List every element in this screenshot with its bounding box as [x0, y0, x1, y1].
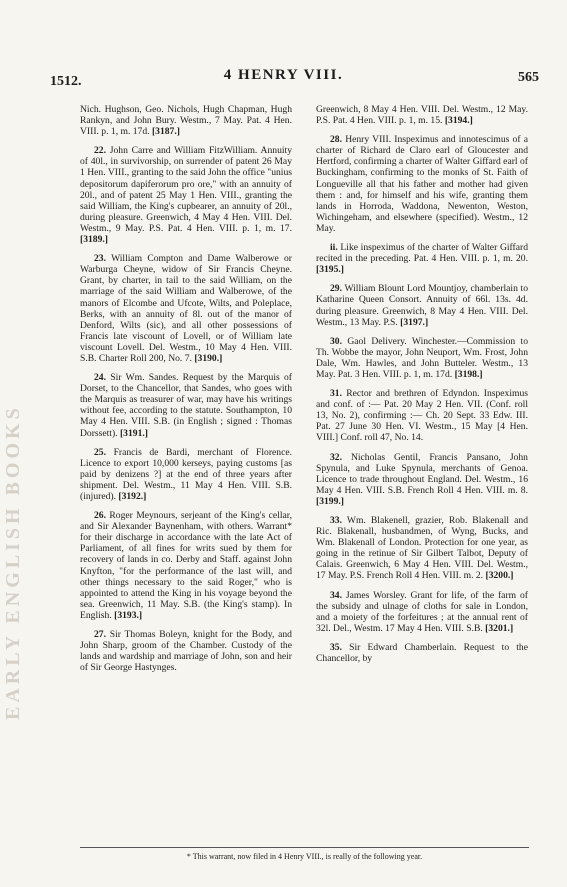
- entry-reference: [3193.]: [114, 609, 143, 621]
- calendar-entry: [80, 104, 292, 137]
- entry-number: 24.: [94, 372, 106, 384]
- right-column: [316, 104, 528, 672]
- entry-number: 29.: [330, 283, 342, 295]
- entry-reference: [3199.]: [316, 495, 344, 507]
- calendar-entry: [316, 452, 528, 507]
- entry-number: 35.: [330, 641, 342, 653]
- calendar-entry: [316, 336, 528, 380]
- entry-reference: [3197.]: [400, 316, 429, 328]
- entry-text: Sir Thomas Boleyn, knight for the Body, and John Sharp, groom of the Chamber. Custody of the lands and wardship and marriage of John, son and heir of Sir George Hastynges.: [80, 629, 292, 674]
- entry-number: 30.: [330, 335, 342, 347]
- calendar-entry: [316, 242, 528, 275]
- entry-reference: [3194.]: [444, 115, 473, 127]
- entry-number: 25.: [94, 446, 106, 458]
- calendar-entry: [316, 590, 528, 634]
- entry-number: 22.: [94, 145, 106, 157]
- left-column: [80, 104, 292, 681]
- entry-reference: [3195.]: [316, 264, 344, 276]
- entry-text: Greenwich, 8 May 4 Hen. VIII. Del. Westm., 12 May. P.S. Pat. 4 Hen. VIII. p. 1, m. 15.: [316, 104, 528, 127]
- entry-reference: [3192.]: [118, 491, 147, 502]
- entry-reference: [3201.]: [485, 622, 514, 634]
- entry-text: Gaol Delivery. Winchester.—Commission to Th. Wobbe the mayor, John Neuport, Wm. Frost, John Dale, Wm. Hawles, and John Butteler. Westm., 13 May. Pat. 3 Hen. VIII. p. 1, m. 17d.: [316, 335, 528, 380]
- calendar-entry: [80, 145, 292, 245]
- entry-reference: [3200.]: [485, 570, 514, 582]
- calendar-entry: [80, 629, 292, 673]
- entry-text: Rector and brethren of Edyndon. Inspeximus and conf. of :— Pat. 20 May 2 Hen. VII. (Conf. roll 13, No. 2), confirming :— Ch. 20 Sept. 33 Edw. III. Pat. 27 June 30 Hen. VI. Westm., 15 May [4 Hen. VIII.] Conf. roll 47, No. 14.: [316, 388, 528, 444]
- calendar-entry: [80, 447, 292, 502]
- watermark-stamp: EARLY ENGLISH BOOKS: [2, 404, 24, 720]
- page-year: 1512.: [50, 74, 82, 89]
- entry-reference: [3191.]: [119, 427, 148, 439]
- entry-reference: [3198.]: [454, 368, 483, 380]
- calendar-entry: [316, 283, 528, 327]
- entry-text: Sir Wm. Sandes. Request by the Marquis of Dorset, to the Chancellor, that Sandes, who goes with the Marquis as treasurer of war, may have his writings without fee, according to the statute. Southampton, 10 May 4 Hen. VIII. S.B. (in English ; signed : Thomas Dorssett).: [80, 372, 292, 439]
- calendar-entry: [316, 515, 528, 582]
- entry-text: Nich. Hughson, Geo. Nichols, Hugh Chapman, Hugh Rankyn, and John Bury. Westm., 7 May. Pat. 4 Hen. VIII. p. 1, m. 17d.: [80, 104, 292, 138]
- entry-reference: [3187.]: [151, 126, 180, 138]
- calendar-entry: [80, 372, 292, 439]
- entry-number: 34.: [330, 589, 342, 601]
- entry-text: William Compton and Dame Walberowe or Warburga Cheyne, widow of Sir Francis Cheyne. Grant, by charter, in tail to the said William, on the marriage of the said William and Walberowe, of the manors of Elcombe and Ufcote, Wilts, and Poleplace, Berks, with an annuity of 8l. out of the manor of Denford, Wilts (sic), and all other possessions of Francis late viscount of Lovell, or of William late viscount Lovell. Del. Westm., 10 May 4 Hen. VIII. S.B. Charter Roll 200, No. 7.: [80, 253, 292, 364]
- entry-number: ii.: [330, 242, 338, 254]
- entry-number: 28.: [330, 134, 342, 146]
- entry-text: James Worsley. Grant for life, of the farm of the subsidy and ulnage of cloths for sale in London, and a moiety of the forfeitures ; at the annual rent of 32l. Del., Westm. 17 May 4 Hen. VIII. S.B.: [316, 589, 528, 634]
- entry-reference: [3189.]: [80, 234, 108, 246]
- entry-text: Francis de Bardi, merchant of Florence. Licence to export 10,000 kerseys, paying customs [as paid by denizens ?] at the end of three years after shipment. Del. Westm., 11 May 4 Hen. VIII. S.B. (injured).: [80, 446, 292, 502]
- calendar-entry: [80, 253, 292, 364]
- footnote-rule: [80, 847, 529, 848]
- entry-reference: [3190.]: [194, 352, 223, 364]
- entry-text: Wm. Blakenell, grazier, Rob. Blakenall and Ric. Blakenall, husbandmen, of Wyng, Bucks, and Wm. Blakenall of London. Protection for one year, as going in the retinue of Sir Gilbert Talbot, Deputy of Calais. Greenwich, 6 May 4 Hen. VIII. Del. Westm., 17 May. P.S. French Roll 4 Hen. VIII. m. 2.: [316, 515, 528, 582]
- calendar-entry: [316, 388, 528, 443]
- calendar-entry: [316, 104, 528, 126]
- entry-text: Like inspeximus of the charter of Walter Giffard recited in the preceding. Pat. 4 Hen. VIII. p. 1, m. 20.: [316, 242, 528, 265]
- text-columns: [80, 104, 529, 840]
- calendar-entry: [80, 510, 292, 621]
- entry-text: John Carre and William FitzWilliam. Annuity of 40l., in survivorship, on surrender of patent 26 May 1 Hen. VIII., granting to the said John the office "unius depositorum dapiferorum pro ore," with an annuity of 20l., and of patent 25 May 1 Hen. VIII., granting the said William, the King's cupbearer, an annuity of 20l., during pleasure. Greenwich, 4 May 4 Hen. VIII. Del. Westm., 9 May. P.S. Pat. 4 Hen. VIII. p. 1, m. 17.: [80, 145, 292, 234]
- entry-number: 23.: [94, 253, 106, 265]
- calendar-entry: [316, 642, 528, 664]
- footnote: * This warrant, now filed in 4 Henry VIII., is really of the following year.: [186, 852, 423, 861]
- entry-number: 33.: [330, 515, 342, 526]
- entry-number: 27.: [94, 629, 106, 641]
- entry-text: Henry VIII. Inspeximus and innotescimus of a charter of Richard de Claro earl of Gloucester and Hertford, confirming a charter of Walter Giffard earl of Buckingham, confirming to the monks of St. Faith of Longueville all that his father and mother had given them : and, for himself and his wife, granting them lands in Horroda, Waddona, Newenton, Weston, Wichingeham, and elsewhere (specified). Westm., 12 May.: [316, 134, 528, 234]
- entry-number: 31.: [330, 388, 342, 400]
- page-number: 565: [518, 70, 539, 85]
- entry-text: Sir Edward Chamberlain. Request to the Chancellor, by: [316, 641, 528, 665]
- entry-text: Nicholas Gentil, Francis Pansano, John Spynula, and Luke Spynula, merchants of Genoa. Licence to trade throughout England. Del. Westm., 16 May 4 Hen. VIII. S.B. French Roll 4 Hen. VIII. m. 8.: [316, 451, 528, 496]
- entry-text: William Blount Lord Mountjoy, chamberlain to Katharine Queen Consort. Annuity of 66l. 13s. 4d. during pleasure. Greenwich, 8 May 4 Hen. VIII. Del. Westm., 13 May. P.S.: [316, 283, 528, 328]
- calendar-entry: [316, 134, 528, 234]
- entry-number: 26.: [94, 510, 106, 522]
- running-head: 4 HENRY VIII.: [223, 67, 344, 83]
- entry-text: Roger Meynours, serjeant of the King's cellar, and Sir Alexander Baynenham, with others. Warrant* for their discharge in accordance with the late Act of Parliament, of all fines for writs sued by them for recovery of lands in co. Derby and Staff. against John Knyfton, "for the performance of the last will, and other things necessary to the said Roger," who is appointed to attend the King in his voyage beyond the sea. Greenwich, 11 May. S.B. (the King's stamp). In English.: [80, 510, 292, 621]
- entry-number: 32.: [330, 451, 342, 463]
